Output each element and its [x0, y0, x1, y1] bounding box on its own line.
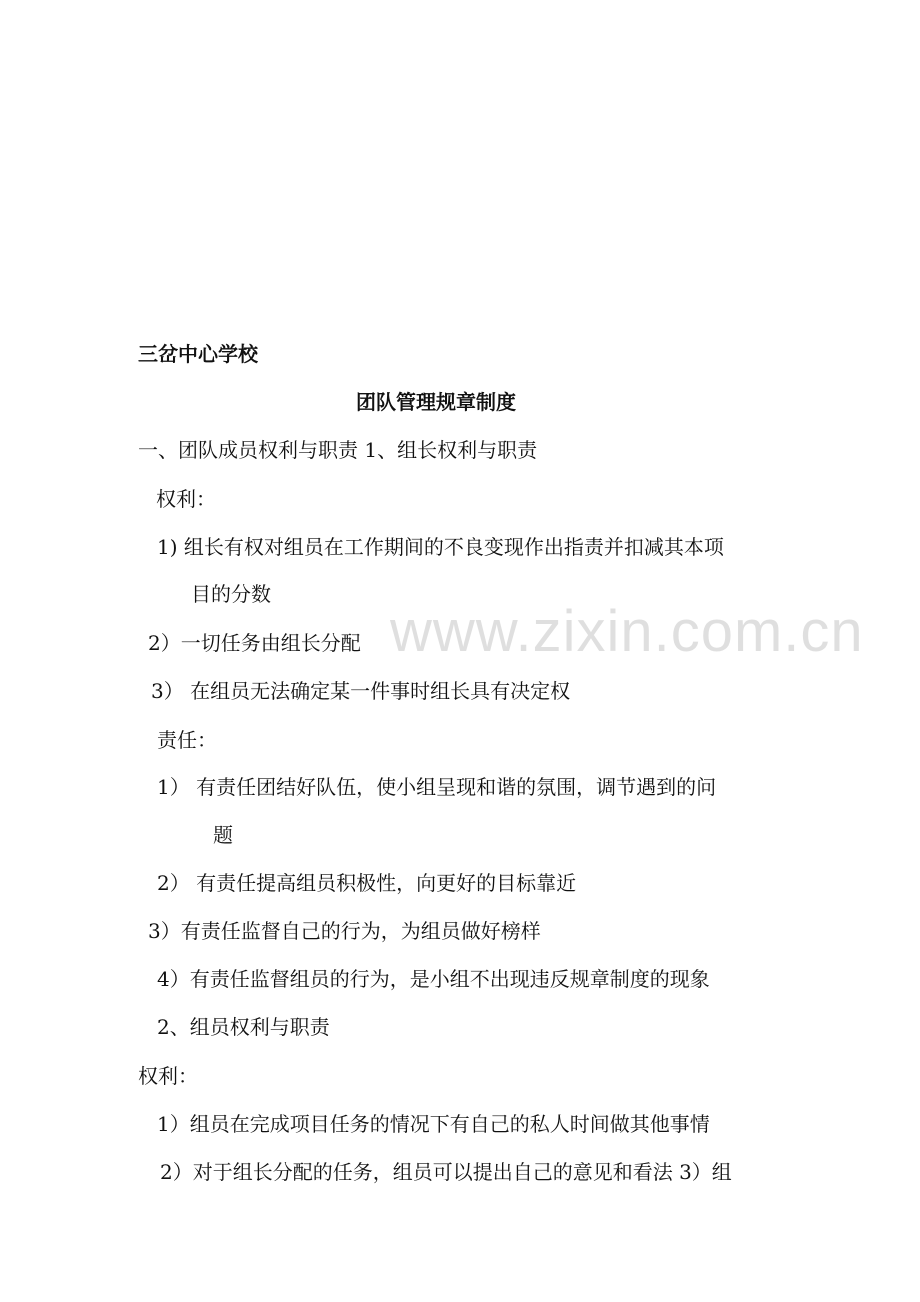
duties-label-leader: 责任： — [157, 728, 217, 752]
leader-duty-4: 4）有责任监督组员的行为，是小组不出现违反规章制度的现象 — [157, 967, 710, 991]
leader-right-2: 2）一切任务由组长分配 — [148, 631, 361, 655]
watermark: www.zixin.com.cn — [390, 599, 864, 664]
leader-duty-1: 1） 有责任团结好队伍，使小组呈现和谐的氛围，调节遇到的问 — [157, 775, 717, 799]
section-heading-1: 一、团队成员权利与职责 1、组长权利与职责 — [138, 438, 538, 462]
leader-duty-2: 2） 有责任提高组员积极性，向更好的目标靠近 — [157, 871, 577, 895]
section-heading-2: 2、组员权利与职责 — [157, 1015, 330, 1039]
leader-right-1: 1) 组长有权对组员在工作期间的不良变现作出指责并扣减其本项 — [157, 535, 724, 559]
member-right-2: 2）对于组长分配的任务，组员可以提出自己的意见和看法 3）组 — [160, 1160, 732, 1184]
leader-right-3: 3） 在组员无法确定某一件事时组长具有决定权 — [151, 679, 571, 703]
member-right-1: 1）组员在完成项目任务的情况下有自己的私人时间做其他事情 — [157, 1112, 710, 1136]
rights-label-member: 权利： — [138, 1064, 198, 1088]
document-title: 团队管理规章制度 — [356, 390, 516, 414]
leader-duty-3: 3）有责任监督自己的行为，为组员做好榜样 — [148, 919, 541, 943]
leader-right-1-cont: 目的分数 — [191, 582, 271, 606]
leader-duty-1-cont: 题 — [213, 823, 233, 847]
rights-label-leader: 权利： — [156, 487, 216, 511]
school-name: 三岔中心学校 — [138, 342, 258, 366]
